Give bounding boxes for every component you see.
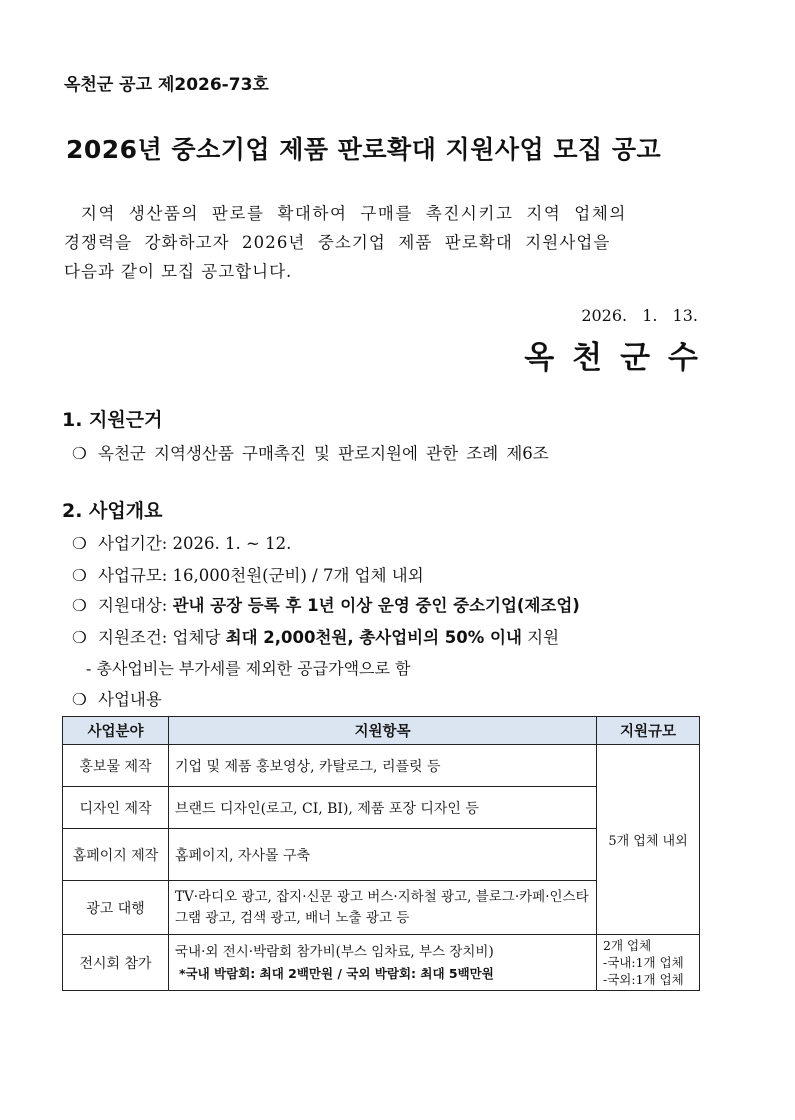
row-scale-shared: 5개 업체 내외 (597, 745, 700, 935)
row-category: 전시회 참가 (63, 935, 169, 991)
target-value: 관내 공장 등록 후 1년 이상 운영 중인 중소기업(제조업) (172, 596, 580, 615)
intro-line-3: 다음과 같이 모집 공고합니다. (64, 262, 293, 281)
row-category: 홍보물 제작 (63, 745, 169, 787)
row-items: 기업 및 제품 홍보영상, 카탈로그, 리플릿 등 (169, 745, 597, 787)
expo-scale-total: 2개 업체 (603, 938, 652, 953)
notice-title: 2026년 중소기업 제품 판로확대 지원사업 모집 공고 (66, 135, 662, 164)
intro-paragraph (64, 199, 700, 286)
row-category: 광고 대행 (63, 881, 169, 935)
intro-line-1: 지역 생산품의 판로를 확대하여 구매를 촉진시키고 지역 업체의 (81, 204, 627, 223)
item-target (72, 592, 580, 616)
target-label: 지원대상: (98, 596, 173, 615)
intro-line-2: 경쟁력을 강화하고자 2026년 중소기업 제품 판로확대 지원사업을 (64, 233, 611, 252)
period-text: 사업기간: 2026. 1. ~ 12. (98, 534, 292, 553)
row-category: 홈페이지 제작 (63, 829, 169, 881)
condition-value: 최대 2,000천원, 총사업비의 50% 이내 (225, 628, 522, 647)
row-category: 디자인 제작 (63, 787, 169, 829)
condition-suffix: 지원 (521, 628, 560, 647)
support-table (62, 716, 700, 991)
section-1-heading: 1. 지원근거 (62, 409, 163, 431)
condition-label: 지원조건: 업체당 (98, 628, 226, 647)
section-1-item (72, 440, 549, 464)
notice-number: 옥천군 공고 제2026-73호 (64, 75, 269, 95)
circle-bullet-icon: ❍ (72, 690, 87, 709)
row-scale-expo (597, 935, 700, 991)
expo-items-note: *국내 박람회: 최대 2백만원 / 국외 박람회: 최대 5백만원 (179, 965, 494, 981)
table-row (63, 935, 700, 991)
row-items: 브랜드 디자인(로고, CI, BI), 제품 포장 디자인 등 (169, 787, 597, 829)
expo-scale-domestic: -국내:1개 업체 (603, 955, 684, 970)
condition-note: - 총사업비는 부가세를 제외한 공급가액으로 함 (86, 659, 411, 678)
row-items: 홈페이지, 자사몰 구축 (169, 829, 597, 881)
circle-bullet-icon: ❍ (72, 534, 87, 553)
item-condition (72, 624, 559, 648)
issuer-name: 옥천군수 (524, 340, 716, 376)
item-content (72, 686, 162, 710)
circle-bullet-icon: ❍ (72, 566, 87, 585)
scale-text: 사업규모: 16,000천원(군비) / 7개 업체 내외 (98, 566, 424, 585)
expo-items-text: 국내·외 전시·박람회 참가비(부스 임차료, 부스 장치비) (175, 943, 494, 960)
table-row (63, 745, 700, 787)
item-period (72, 530, 291, 554)
row-items: TV·라디오 광고, 잡지·신문 광고 버스·지하철 광고, 블로그·카페·인스타그램 광고, 검색 광고, 배너 노출 광고 등 (169, 881, 597, 935)
section-2-heading: 2. 사업개요 (62, 500, 163, 522)
expo-scale-overseas: -국외:1개 업체 (603, 972, 684, 987)
circle-bullet-icon: ❍ (72, 596, 87, 615)
table-header-row (63, 717, 700, 745)
header-scale: 지원규모 (597, 717, 700, 745)
legal-basis-text: 옥천군 지역생산품 구매촉진 및 판로지원에 관한 조례 제6조 (98, 444, 549, 463)
row-items (169, 935, 597, 991)
item-scale (72, 562, 424, 586)
header-items: 지원항목 (169, 717, 597, 745)
circle-bullet-icon: ❍ (72, 444, 87, 463)
header-category: 사업분야 (63, 717, 169, 745)
content-text: 사업내용 (98, 690, 162, 709)
circle-bullet-icon: ❍ (72, 628, 87, 647)
notice-date: 2026. 1. 13. (581, 306, 698, 325)
